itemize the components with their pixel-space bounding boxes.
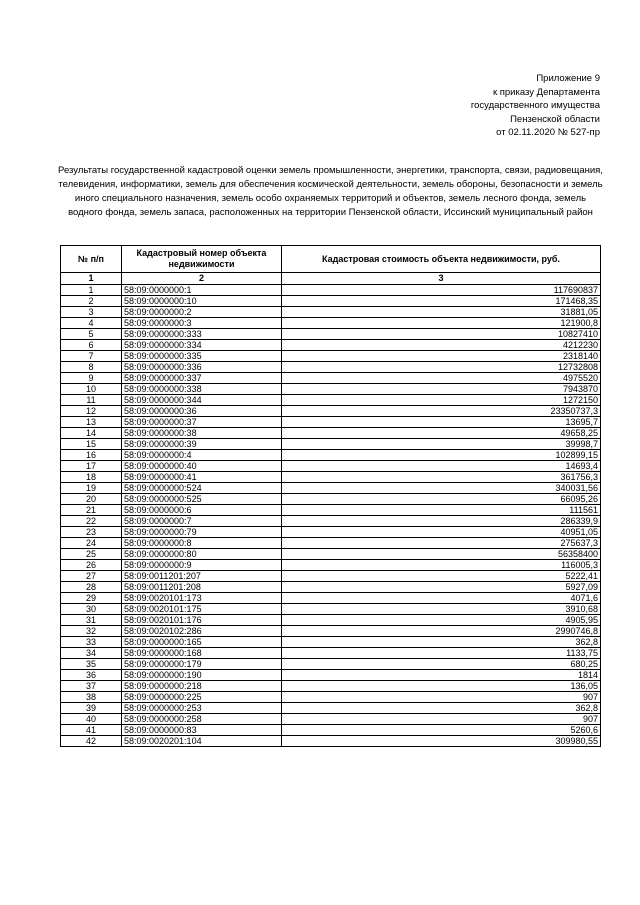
table-row bbox=[61, 703, 601, 714]
row-number-cell: 19 bbox=[61, 483, 122, 494]
cadastral-number-cell: 58:09:0011201:207 bbox=[122, 571, 282, 582]
row-number-cell: 42 bbox=[61, 736, 122, 747]
cadastral-number-cell: 58:09:0020102:286 bbox=[122, 626, 282, 637]
cadastral-number-cell: 58:09:0000000:39 bbox=[122, 439, 282, 450]
cadastral-value-cell: 4975520 bbox=[282, 373, 601, 384]
row-number-cell: 12 bbox=[61, 406, 122, 417]
row-number-cell: 40 bbox=[61, 714, 122, 725]
cadastral-value-cell: 5260,6 bbox=[282, 725, 601, 736]
cadastral-value-cell: 286339,9 bbox=[282, 516, 601, 527]
cadastral-number-cell: 58:09:0020201:104 bbox=[122, 736, 282, 747]
table-row bbox=[61, 560, 601, 571]
appendix-line: Пензенской области bbox=[510, 113, 600, 125]
cadastral-number-cell: 58:09:0000000:36 bbox=[122, 406, 282, 417]
cadastral-number-cell: 58:09:0000000:179 bbox=[122, 659, 282, 670]
row-number-cell: 23 bbox=[61, 527, 122, 538]
row-number-cell: 34 bbox=[61, 648, 122, 659]
table-row bbox=[61, 648, 601, 659]
column-number: 3 bbox=[282, 273, 601, 285]
cadastral-value-cell: 1814 bbox=[282, 670, 601, 681]
row-number-cell: 8 bbox=[61, 362, 122, 373]
cadastral-number-cell: 58:09:0000000:41 bbox=[122, 472, 282, 483]
cadastral-number-cell: 58:09:0000000:80 bbox=[122, 549, 282, 560]
row-number-cell: 38 bbox=[61, 692, 122, 703]
row-number-cell: 31 bbox=[61, 615, 122, 626]
table-row bbox=[61, 362, 601, 373]
cadastral-value-cell: 2990746,8 bbox=[282, 626, 601, 637]
row-number-cell: 29 bbox=[61, 593, 122, 604]
appendix-line: к приказу Департамента bbox=[492, 86, 600, 98]
cadastral-value-cell: 12732808 bbox=[282, 362, 601, 373]
row-number-cell: 37 bbox=[61, 681, 122, 692]
row-number-cell: 1 bbox=[61, 285, 122, 296]
row-number-cell: 21 bbox=[61, 505, 122, 516]
cadastral-number-cell: 58:09:0000000:524 bbox=[122, 483, 282, 494]
cadastral-value-cell: 31881,05 bbox=[282, 307, 601, 318]
row-number-cell: 22 bbox=[61, 516, 122, 527]
table-row bbox=[61, 593, 601, 604]
table-row bbox=[61, 604, 601, 615]
cadastral-value-cell: 13695,7 bbox=[282, 417, 601, 428]
table-row bbox=[61, 395, 601, 406]
row-number-cell: 10 bbox=[61, 384, 122, 395]
appendix-line: государственного имущества bbox=[470, 100, 600, 111]
cadastral-value-cell: 309980,55 bbox=[282, 736, 601, 747]
cadastral-number-cell: 58:09:0000000:9 bbox=[122, 560, 282, 571]
header-cadastral-value: Кадастровая стоимость объекта недвижимости, руб. bbox=[282, 246, 601, 273]
table-row bbox=[61, 582, 601, 593]
row-number-cell: 4 bbox=[61, 318, 122, 329]
row-number-cell: 20 bbox=[61, 494, 122, 505]
cadastral-number-cell: 58:09:0000000:338 bbox=[122, 384, 282, 395]
cadastral-value-cell: 116005,3 bbox=[282, 560, 601, 571]
cadastral-number-cell: 58:09:0000000:333 bbox=[122, 329, 282, 340]
cadastral-value-cell: 2318140 bbox=[282, 351, 601, 362]
cadastral-value-cell: 56358400 bbox=[282, 549, 601, 560]
table-row bbox=[61, 329, 601, 340]
table-row bbox=[61, 692, 601, 703]
row-number-cell: 15 bbox=[61, 439, 122, 450]
cadastral-value-cell: 39998,7 bbox=[282, 439, 601, 450]
table-row bbox=[61, 659, 601, 670]
row-number-cell: 36 bbox=[61, 670, 122, 681]
cadastral-number-cell: 58:09:0000000:4 bbox=[122, 450, 282, 461]
cadastral-number-cell: 58:09:0000000:218 bbox=[122, 681, 282, 692]
cadastral-value-cell: 49658,25 bbox=[282, 428, 601, 439]
cadastral-number-cell: 58:09:0000000:7 bbox=[122, 516, 282, 527]
cadastral-value-cell: 1133,75 bbox=[282, 648, 601, 659]
cadastral-number-cell: 58:09:0000000:37 bbox=[122, 417, 282, 428]
row-number-cell: 3 bbox=[61, 307, 122, 318]
cadastral-number-cell: 58:09:0000000:38 bbox=[122, 428, 282, 439]
cadastral-value-cell: 111561 bbox=[282, 505, 601, 516]
cadastral-value-cell: 362,8 bbox=[282, 703, 601, 714]
table-row bbox=[61, 736, 601, 747]
cadastral-number-cell: 58:09:0000000:165 bbox=[122, 637, 282, 648]
row-number-cell: 5 bbox=[61, 329, 122, 340]
table-row bbox=[61, 494, 601, 505]
cadastral-value-cell: 5222,41 bbox=[282, 571, 601, 582]
cadastral-number-cell: 58:09:0020101:175 bbox=[122, 604, 282, 615]
cadastral-value-cell: 362,8 bbox=[282, 637, 601, 648]
cadastral-value-cell: 4905,95 bbox=[282, 615, 601, 626]
column-number: 2 bbox=[122, 273, 282, 285]
cadastral-number-cell: 58:09:0020101:173 bbox=[122, 593, 282, 604]
cadastral-number-cell: 58:09:0000000:335 bbox=[122, 351, 282, 362]
row-number-cell: 32 bbox=[61, 626, 122, 637]
cadastral-number-cell: 58:09:0000000:190 bbox=[122, 670, 282, 681]
row-number-cell: 28 bbox=[61, 582, 122, 593]
document-title: Результаты государственной кадастровой оценки земель промышленности, энергетики, транспорта, связи, радиовещания, телевидения, информатики, земель для обеспечения космической деятельности, земель обороны, безопасности и земель иного специального назначения, земель особо охраняемых территорий и объектов, земель лесного фонда, земель водного фонда, земель запаса, расположенных на территории Пензенской области, Иссинский муниципальный район bbox=[58, 165, 603, 218]
row-number-cell: 33 bbox=[61, 637, 122, 648]
table-row bbox=[61, 626, 601, 637]
cadastral-value-cell: 275637,3 bbox=[282, 538, 601, 549]
cadastral-value-cell: 361756,3 bbox=[282, 472, 601, 483]
cadastral-value-cell: 4212230 bbox=[282, 340, 601, 351]
cadastral-number-cell: 58:09:0000000:40 bbox=[122, 461, 282, 472]
row-number-cell: 24 bbox=[61, 538, 122, 549]
cadastral-value-cell: 136,05 bbox=[282, 681, 601, 692]
cadastral-number-cell: 58:09:0000000:79 bbox=[122, 527, 282, 538]
cadastral-number-cell: 58:09:0000000:336 bbox=[122, 362, 282, 373]
cadastral-value-cell: 1272150 bbox=[282, 395, 601, 406]
table-row bbox=[61, 483, 601, 494]
table-row bbox=[61, 318, 601, 329]
header-row-number: № п/п bbox=[61, 246, 122, 273]
table-row bbox=[61, 615, 601, 626]
column-number: 1 bbox=[61, 273, 122, 285]
table-row bbox=[61, 725, 601, 736]
row-number-cell: 7 bbox=[61, 351, 122, 362]
table-row bbox=[61, 417, 601, 428]
table-body bbox=[61, 285, 601, 747]
cadastral-number-cell: 58:09:0000000:1 bbox=[122, 285, 282, 296]
row-number-cell: 25 bbox=[61, 549, 122, 560]
cadastral-number-cell: 58:09:0011201:208 bbox=[122, 582, 282, 593]
row-number-cell: 18 bbox=[61, 472, 122, 483]
table-row bbox=[61, 373, 601, 384]
table-row bbox=[61, 340, 601, 351]
appendix-line: от 02.11.2020 № 527-пр bbox=[496, 127, 600, 138]
table-row bbox=[61, 538, 601, 549]
cadastral-value-cell: 907 bbox=[282, 714, 601, 725]
table-row bbox=[61, 505, 601, 516]
row-number-cell: 41 bbox=[61, 725, 122, 736]
cadastral-number-cell: 58:09:0000000:3 bbox=[122, 318, 282, 329]
appendix-block bbox=[471, 72, 600, 140]
cadastral-value-cell: 171468,35 bbox=[282, 296, 601, 307]
table-row bbox=[61, 296, 601, 307]
cadastral-value-cell: 117690837 bbox=[282, 285, 601, 296]
cadastral-number-cell: 58:09:0000000:525 bbox=[122, 494, 282, 505]
cadastral-number-cell: 58:09:0000000:8 bbox=[122, 538, 282, 549]
cadastral-value-cell: 23350737,3 bbox=[282, 406, 601, 417]
table-row bbox=[61, 571, 601, 582]
cadastral-value-cell: 3910,68 bbox=[282, 604, 601, 615]
cadastral-number-cell: 58:09:0020101:176 bbox=[122, 615, 282, 626]
table-row bbox=[61, 670, 601, 681]
table-row bbox=[61, 516, 601, 527]
table-row bbox=[61, 428, 601, 439]
cadastral-number-cell: 58:09:0000000:337 bbox=[122, 373, 282, 384]
table-row bbox=[61, 472, 601, 483]
cadastral-value-table bbox=[60, 245, 601, 747]
table-row bbox=[61, 681, 601, 692]
row-number-cell: 9 bbox=[61, 373, 122, 384]
table-row bbox=[61, 439, 601, 450]
table-row bbox=[61, 285, 601, 296]
cadastral-value-cell: 4071,6 bbox=[282, 593, 601, 604]
table-row bbox=[61, 351, 601, 362]
table-row bbox=[61, 461, 601, 472]
row-number-cell: 30 bbox=[61, 604, 122, 615]
table-row bbox=[61, 406, 601, 417]
cadastral-number-cell: 58:09:0000000:2 bbox=[122, 307, 282, 318]
appendix-line: Приложение 9 bbox=[536, 73, 600, 84]
header-cadastral-number: Кадастровый номер объекта недвижимости bbox=[122, 246, 282, 273]
table-row bbox=[61, 450, 601, 461]
cadastral-number-cell: 58:09:0000000:225 bbox=[122, 692, 282, 703]
cadastral-number-cell: 58:09:0000000:344 bbox=[122, 395, 282, 406]
cadastral-number-cell: 58:09:0000000:258 bbox=[122, 714, 282, 725]
row-number-cell: 11 bbox=[61, 395, 122, 406]
table-row bbox=[61, 549, 601, 560]
cadastral-value-cell: 66095,26 bbox=[282, 494, 601, 505]
cadastral-value-cell: 102899,15 bbox=[282, 450, 601, 461]
row-number-cell: 14 bbox=[61, 428, 122, 439]
row-number-cell: 39 bbox=[61, 703, 122, 714]
cadastral-value-cell: 680,25 bbox=[282, 659, 601, 670]
cadastral-value-cell: 14693,4 bbox=[282, 461, 601, 472]
cadastral-value-cell: 907 bbox=[282, 692, 601, 703]
cadastral-number-cell: 58:09:0000000:10 bbox=[122, 296, 282, 307]
cadastral-number-cell: 58:09:0000000:168 bbox=[122, 648, 282, 659]
cadastral-value-cell: 7943870 bbox=[282, 384, 601, 395]
cadastral-value-cell: 121900,8 bbox=[282, 318, 601, 329]
cadastral-value-cell: 40951,05 bbox=[282, 527, 601, 538]
row-number-cell: 26 bbox=[61, 560, 122, 571]
table-row bbox=[61, 637, 601, 648]
cadastral-value-cell: 340031,56 bbox=[282, 483, 601, 494]
cadastral-number-cell: 58:09:0000000:334 bbox=[122, 340, 282, 351]
column-number-row bbox=[61, 273, 601, 285]
row-number-cell: 17 bbox=[61, 461, 122, 472]
table-row bbox=[61, 714, 601, 725]
cadastral-value-cell: 5927,09 bbox=[282, 582, 601, 593]
cadastral-number-cell: 58:09:0000000:253 bbox=[122, 703, 282, 714]
table-row bbox=[61, 384, 601, 395]
cadastral-number-cell: 58:09:0000000:83 bbox=[122, 725, 282, 736]
row-number-cell: 35 bbox=[61, 659, 122, 670]
row-number-cell: 6 bbox=[61, 340, 122, 351]
cadastral-value-cell: 10827410 bbox=[282, 329, 601, 340]
row-number-cell: 27 bbox=[61, 571, 122, 582]
header-row bbox=[61, 246, 601, 273]
table-row bbox=[61, 307, 601, 318]
row-number-cell: 2 bbox=[61, 296, 122, 307]
cadastral-number-cell: 58:09:0000000:6 bbox=[122, 505, 282, 516]
row-number-cell: 16 bbox=[61, 450, 122, 461]
row-number-cell: 13 bbox=[61, 417, 122, 428]
table-row bbox=[61, 527, 601, 538]
